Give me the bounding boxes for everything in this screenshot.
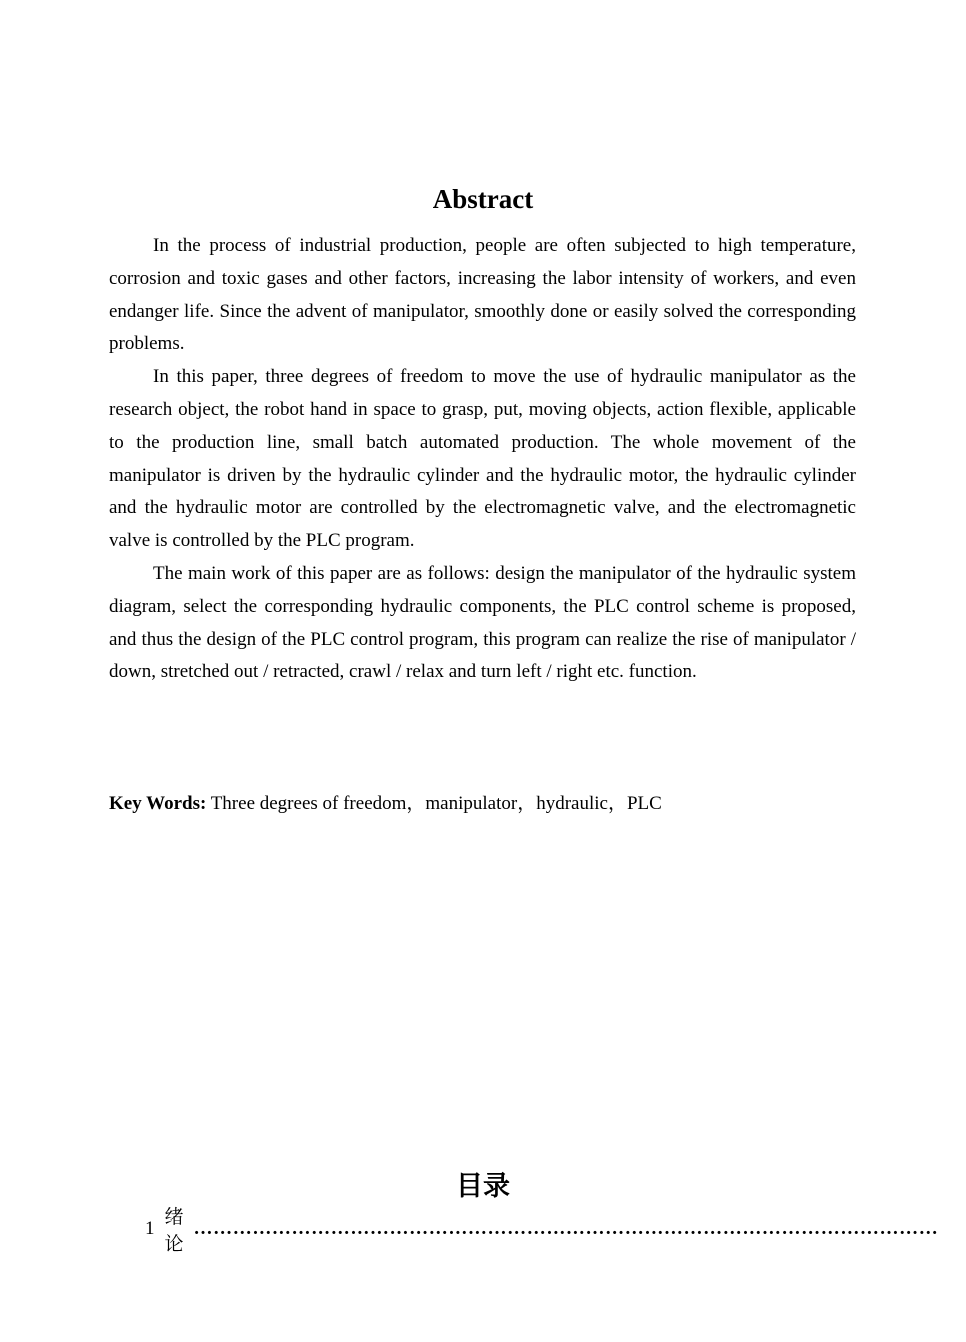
abstract-title: Abstract — [432, 184, 534, 215]
abstract-body — [109, 230, 856, 689]
toc-entry[interactable] — [145, 1206, 939, 1255]
abstract-paragraph-2: In this paper, three degrees of freedom to move the use of hydraulic manipulator as the research object, the robot hand in space to grasp, put, moving objects, action flexible, applicable to the production line, small batch automated production. The whole movement of the manipulator is driven by the hydraulic cylinder and the hydraulic motor, the hydraulic cylinder and the hydraulic motor are controlled by the electromagnetic valve, and the electromagnetic valve is controlled by the PLC program. — [109, 366, 856, 552]
toc-entry-number: 1 — [145, 1218, 155, 1239]
abstract-paragraph-3: The main work of this paper are as follows: design the manipulator of the hydraulic system diagram, select the corresponding hydraulic components, the PLC control scheme is proposed, and thus the design of the PLC control program, this program can realize the rise of manipulator / down, stretched out / retracted, crawl / relax and turn left / right etc. function. — [109, 562, 856, 683]
abstract-paragraph-1: In the process of industrial production, people are often subjected to high temperature, corrosion and toxic gases and other factors, increasing the labor intensity of workers, and even endanger life. Since the advent of manipulator, smoothly done or easily solved the corresponding problems. — [109, 235, 856, 355]
toc-dot-leader: …………………………………………………………………………………………………… — [193, 1218, 939, 1239]
toc-title: 目录 — [456, 1171, 510, 1203]
keywords-label: Key Words: — [109, 793, 207, 814]
keywords-line — [109, 788, 856, 820]
toc-entry-text: 绪论 — [164, 1206, 184, 1255]
keywords-text: Three degrees of freedom，manipulator，hydraulic，PLC — [206, 793, 662, 814]
